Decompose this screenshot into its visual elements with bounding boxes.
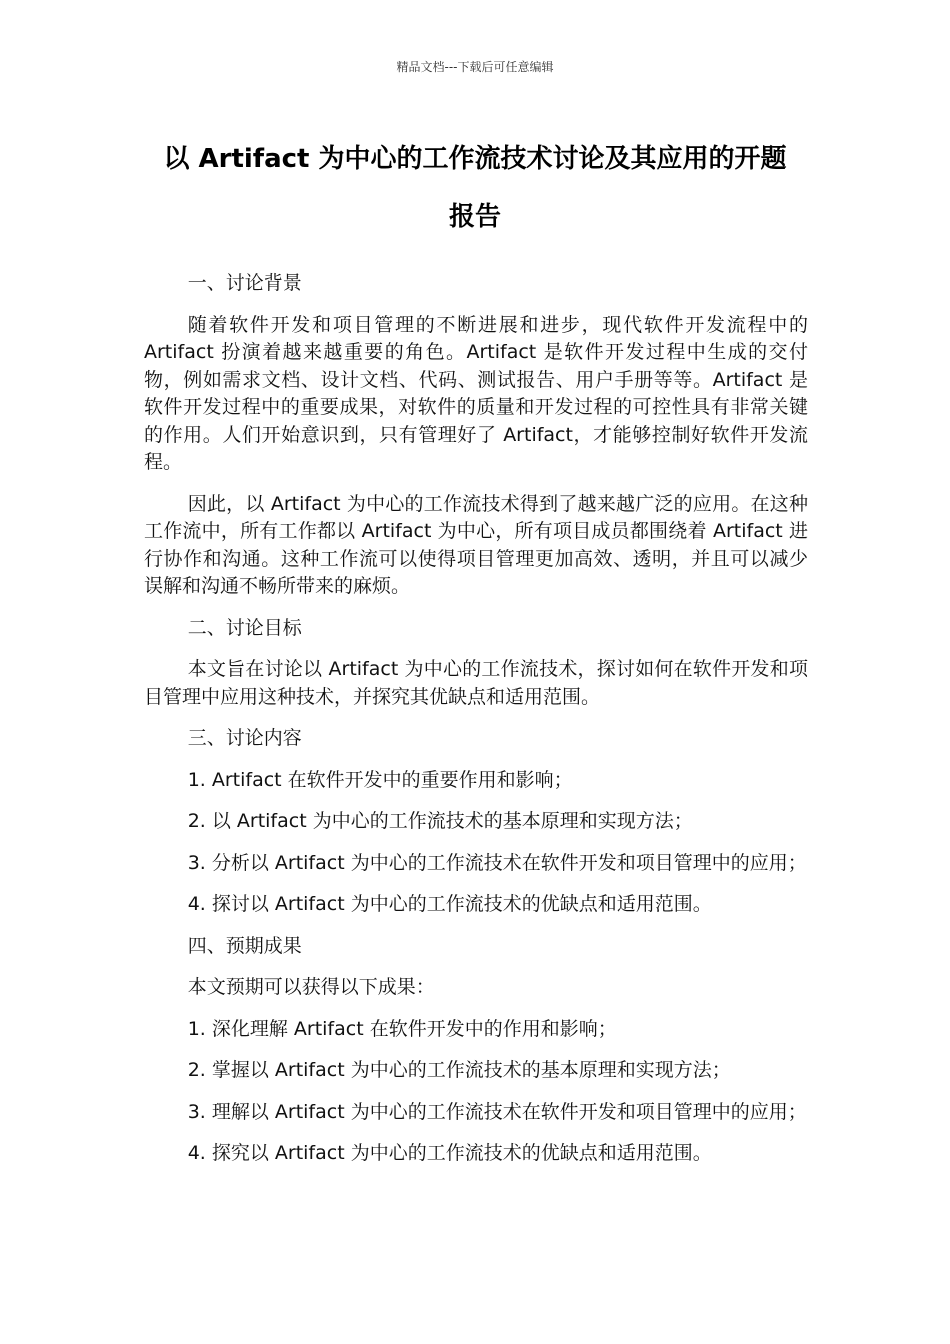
results-item-1: 1. 深化理解 Artifact 在软件开发中的作用和影响； (187, 1017, 617, 1040)
content-item-3: 3. 分析以 Artifact 为中心的工作流技术在软件开发和项目管理中的应用； (187, 851, 807, 874)
results-intro: 本文预期可以获得以下成果： (187, 976, 435, 998)
results-item-4: 4. 探究以 Artifact 为中心的工作流技术的优缺点和适用范围。 (187, 1142, 712, 1164)
header-note: 精品文档---下载后可任意编辑 (396, 60, 554, 74)
section-heading-content: 三、讨论内容 (187, 727, 302, 749)
title-line-2: 报告 (448, 202, 501, 232)
section-heading-goals: 二、讨论目标 (187, 616, 302, 639)
content-item-2: 2. 以 Artifact 为中心的工作流技术的基本原理和实现方法； (187, 810, 693, 832)
section-heading-background: 一、讨论背景 (187, 272, 302, 294)
results-item-2: 2. 掌握以 Artifact 为中心的工作流技术的基本原理和实现方法； (187, 1059, 731, 1081)
content-item-4: 4. 探讨以 Artifact 为中心的工作流技术的优缺点和适用范围。 (187, 893, 712, 915)
section-heading-results: 四、预期成果 (187, 934, 302, 957)
document-body (144, 270, 808, 1168)
paragraph-background-2: 因此，以 Artifact 为中心的工作流技术得到了越来越广泛的应用。在这种工作流中，所有工作都以 Artifact 为中心，所有项目成员都围绕着 Artifact 进行协作和沟通。这种工作流可以使得项目管理更加高效、透明，并且可以减少误解和沟通不畅所带来的麻烦。 (144, 492, 808, 597)
paragraph-background-1: 随着软件开发和项目管理的不断进展和进步，现代软件开发流程中的 Artifact 扮演着越来越重要的角色。Artifact 是软件开发过程中生成的交付物，例如需求文档、设计文档、代码、测试报告、用户手册等等。Artifact 是软件开发过程中的重要成果，对软件的质量和开发过程的可控性具有非常关键的作用。人们开始意识到，只有管理好了 Artifact，才能够控制好软件开发流程。 (144, 313, 808, 473)
results-item-3: 3. 理解以 Artifact 为中心的工作流技术在软件开发和项目管理中的应用； (187, 1100, 807, 1123)
paragraph-goals: 本文旨在讨论以 Artifact 为中心的工作流技术，探讨如何在软件开发和项目管理中应用这种技术，并探究其优缺点和适用范围。 (144, 658, 808, 708)
content-item-1: 1. Artifact 在软件开发中的重要作用和影响； (187, 768, 573, 791)
title-line-1: 以 Artifact 为中心的工作流技术讨论及其应用的开题 (163, 144, 787, 174)
